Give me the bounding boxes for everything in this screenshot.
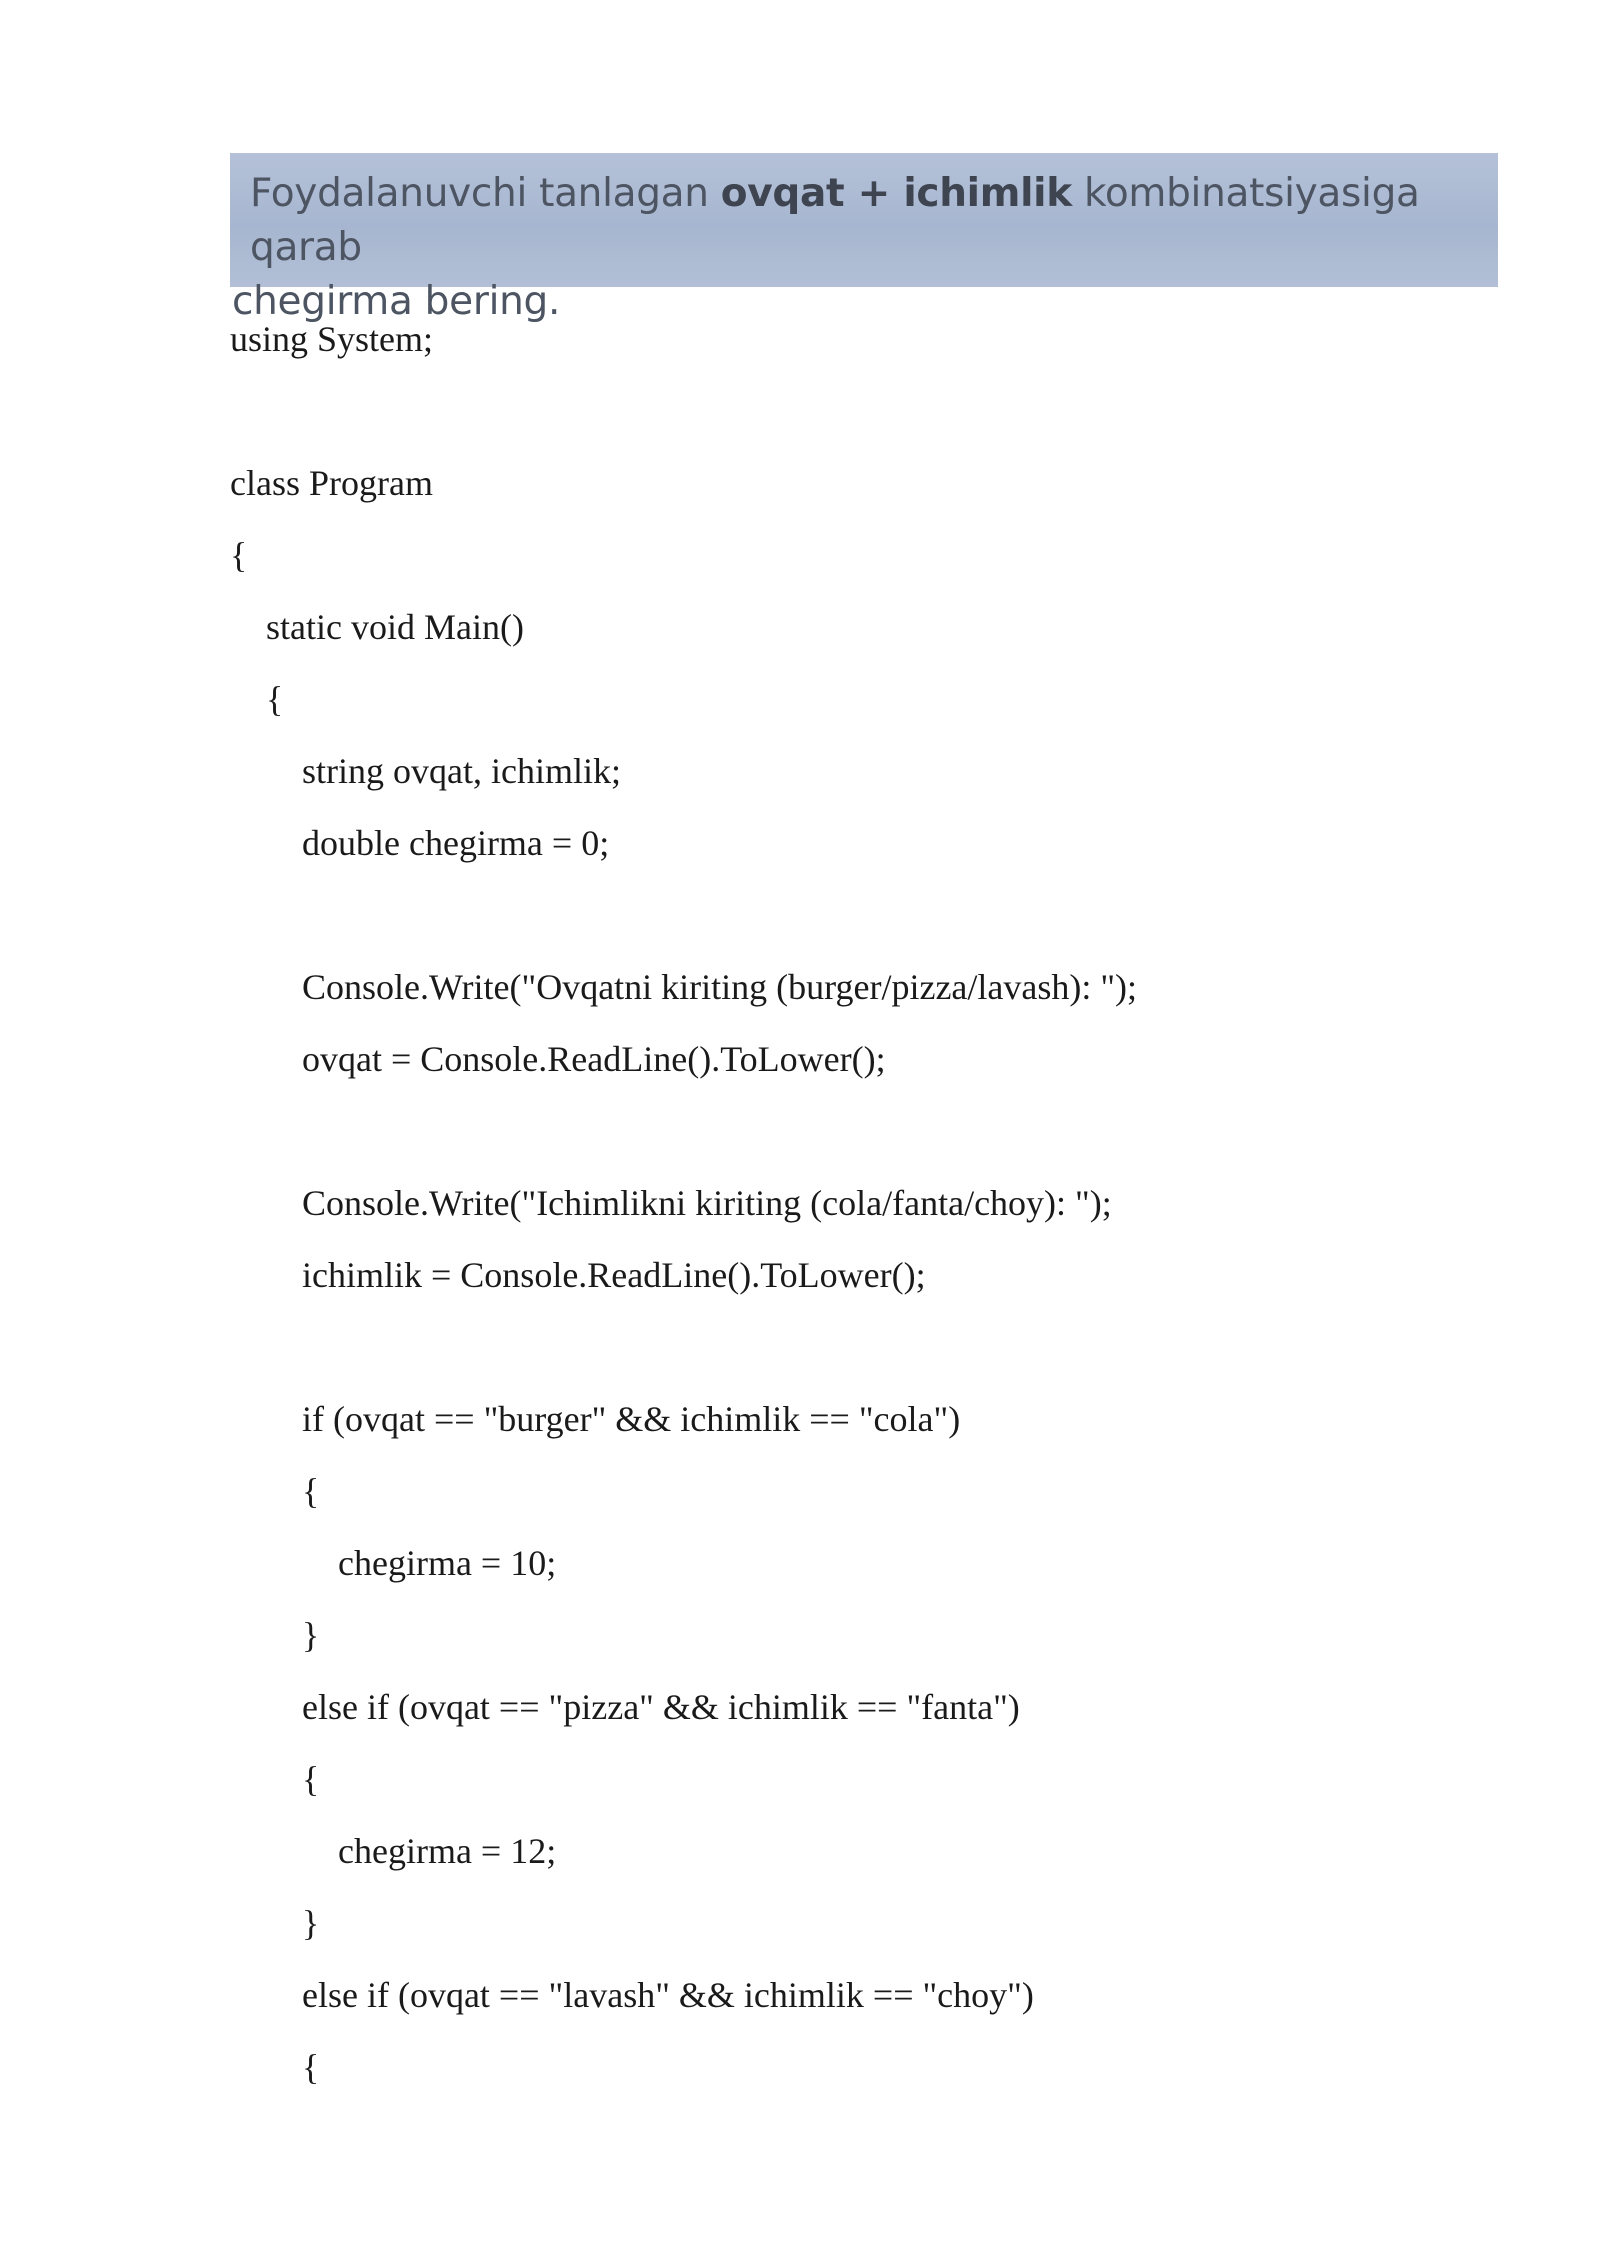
code-line [230, 1104, 1490, 1176]
code-line: else if (ovqat == "pizza" && ichimlik == "fanta") [230, 1687, 1020, 1727]
code-line: { [230, 679, 284, 719]
code-line [230, 1320, 1490, 1392]
code-line: ovqat = Console.ReadLine().ToLower(); [230, 1039, 886, 1079]
code-line: using System; [230, 319, 434, 359]
code-line: chegirma = 12; [230, 1831, 557, 1871]
code-line: { [230, 2047, 320, 2087]
code-line: double chegirma = 0; [230, 823, 610, 863]
code-line: Console.Write("Ichimlikni kiriting (cola/fanta/choy): "); [230, 1183, 1112, 1223]
task-text-segment: kombinatsiyasiga qarab [250, 171, 1420, 270]
code-line: class Program [230, 463, 433, 503]
code-line: Console.Write("Ovqatni kiriting (burger/pizza/lavash): "); [230, 967, 1138, 1007]
code-line: ichimlik = Console.ReadLine().ToLower(); [230, 1255, 926, 1295]
code-line: string ovqat, ichimlik; [230, 751, 621, 791]
code-listing [230, 312, 1490, 2112]
task-text-segment: Foydalanuvchi tanlagan [250, 171, 721, 216]
code-line: } [230, 1615, 320, 1655]
task-banner [230, 153, 1498, 324]
task-text-line-1 [250, 171, 1420, 270]
code-line: chegirma = 10; [230, 1543, 557, 1583]
code-line: { [230, 1759, 320, 1799]
code-line: static void Main() [230, 607, 524, 647]
code-line: { [230, 1471, 320, 1511]
code-line: } [230, 1903, 320, 1943]
code-line [230, 384, 1490, 456]
task-text-segment: ovqat + ichimlik [720, 171, 1072, 216]
task-text-line-2: chegirma bering. [232, 279, 561, 324]
code-line: if (ovqat == "burger" && ichimlik == "cola") [230, 1399, 961, 1439]
code-line: { [230, 535, 248, 575]
code-line: else if (ovqat == "lavash" && ichimlik == "choy") [230, 1975, 1034, 2015]
code-line [230, 888, 1490, 960]
